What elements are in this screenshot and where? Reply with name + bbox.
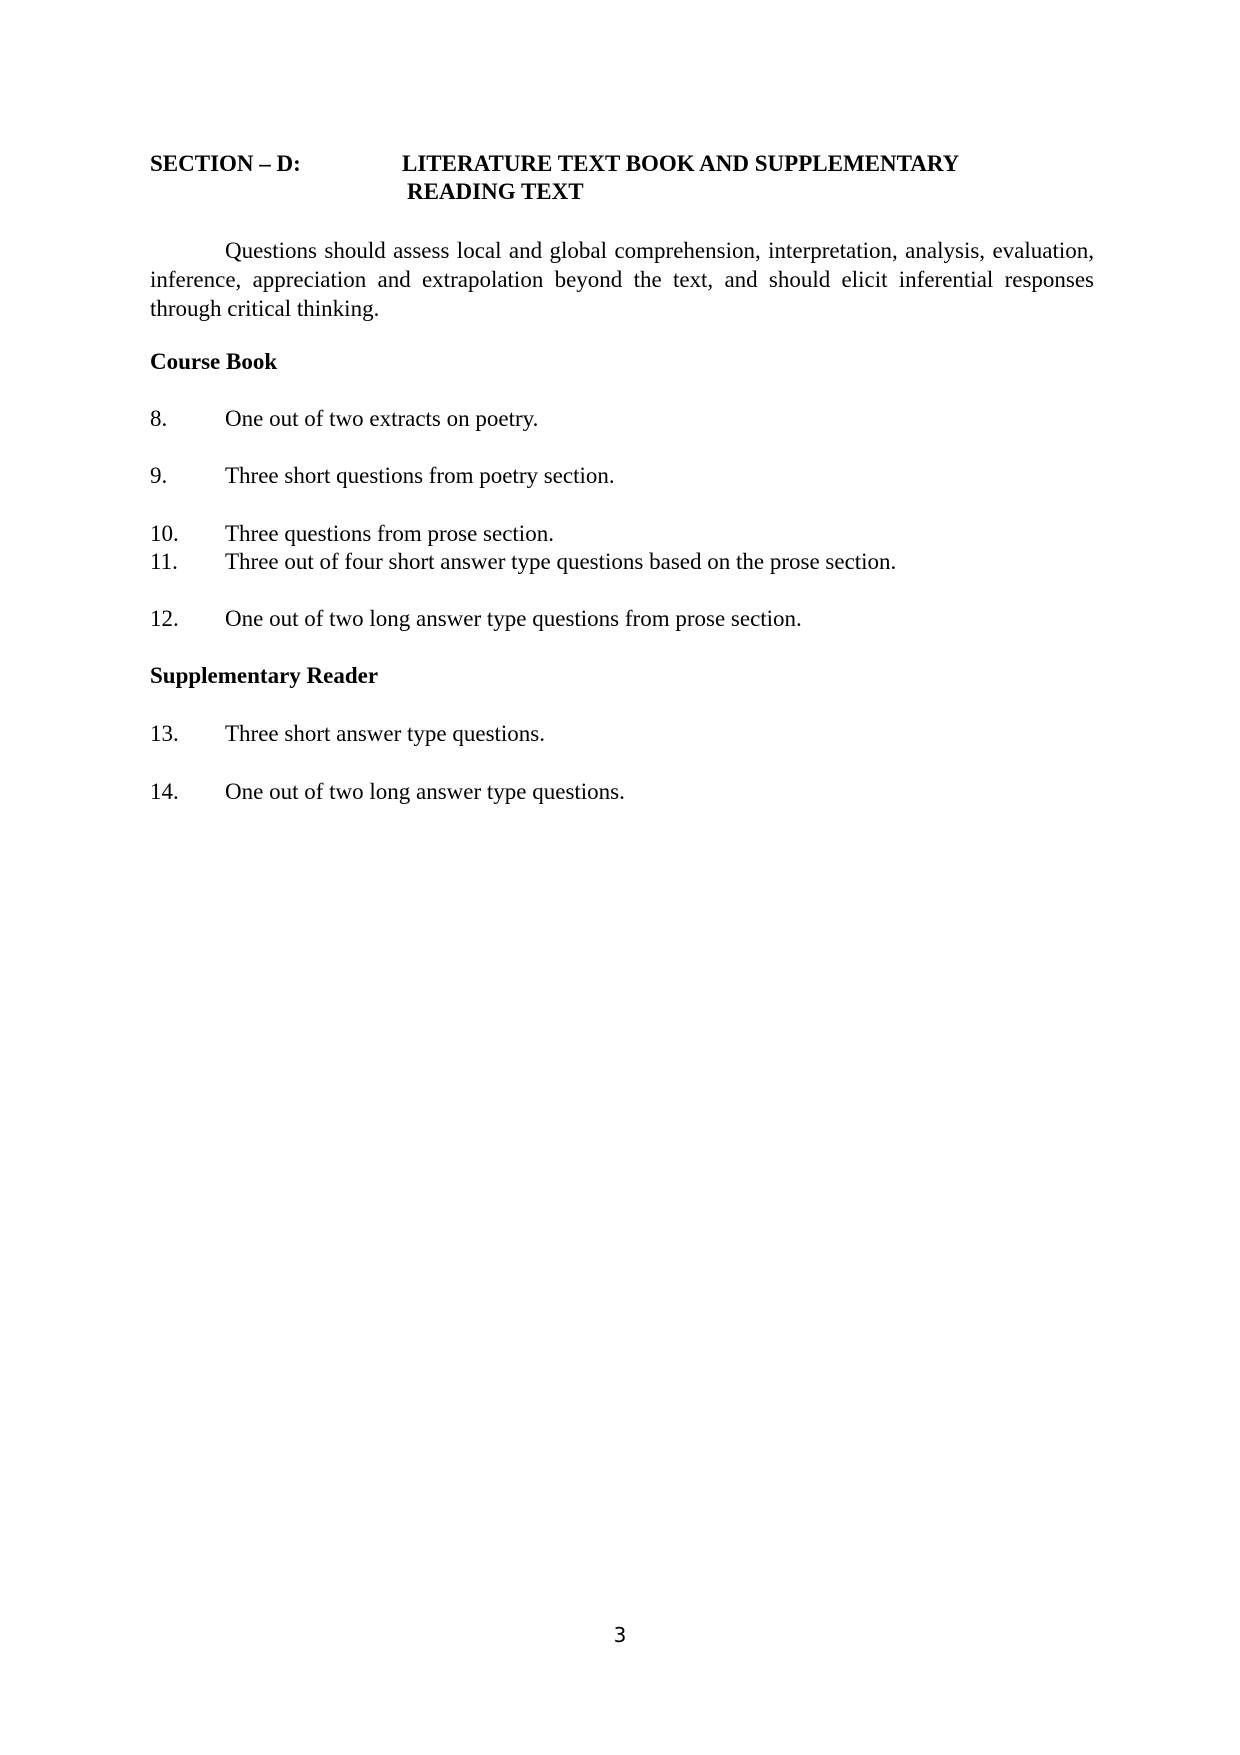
item-number: 8. [150,406,168,431]
page-number: 3 [613,1623,627,1647]
course-book-heading: Course Book [150,349,278,374]
item-text: One out of two extracts on poetry. [225,406,539,431]
item-text: Three short answer type questions. [225,721,546,746]
item-number: 9. [150,463,168,488]
section-heading [150,150,1094,206]
item-text: One out of two long answer type questions from prose section. [225,606,802,631]
item-number: 10. [150,521,179,546]
section-label: SECTION – D: [150,151,301,176]
item-text: One out of two long answer type questions. [225,779,625,804]
item-number: 13. [150,721,179,746]
section-title-line-2: READING TEXT [407,179,584,204]
intro-paragraph: Questions should assess local and global comprehension, interpretation, analysis, evaluation, inference, appreciation and extrapolation beyond the text, and should elicit inferential responses through critical thinking. [150,238,1094,321]
item-text: Three out of four short answer type questions based on the prose section. [225,549,897,574]
section-title-line-1: LITERATURE TEXT BOOK AND SUPPLEMENTARY [402,151,960,176]
item-text: Three questions from prose section. [225,521,554,546]
item-number: 11. [150,549,178,574]
item-number: 12. [150,606,179,631]
supplementary-reader-heading: Supplementary Reader [150,663,379,688]
document-page [150,150,1094,804]
section-title [402,150,1042,206]
item-text: Three short questions from poetry section. [225,463,615,488]
item-number: 14. [150,779,179,804]
